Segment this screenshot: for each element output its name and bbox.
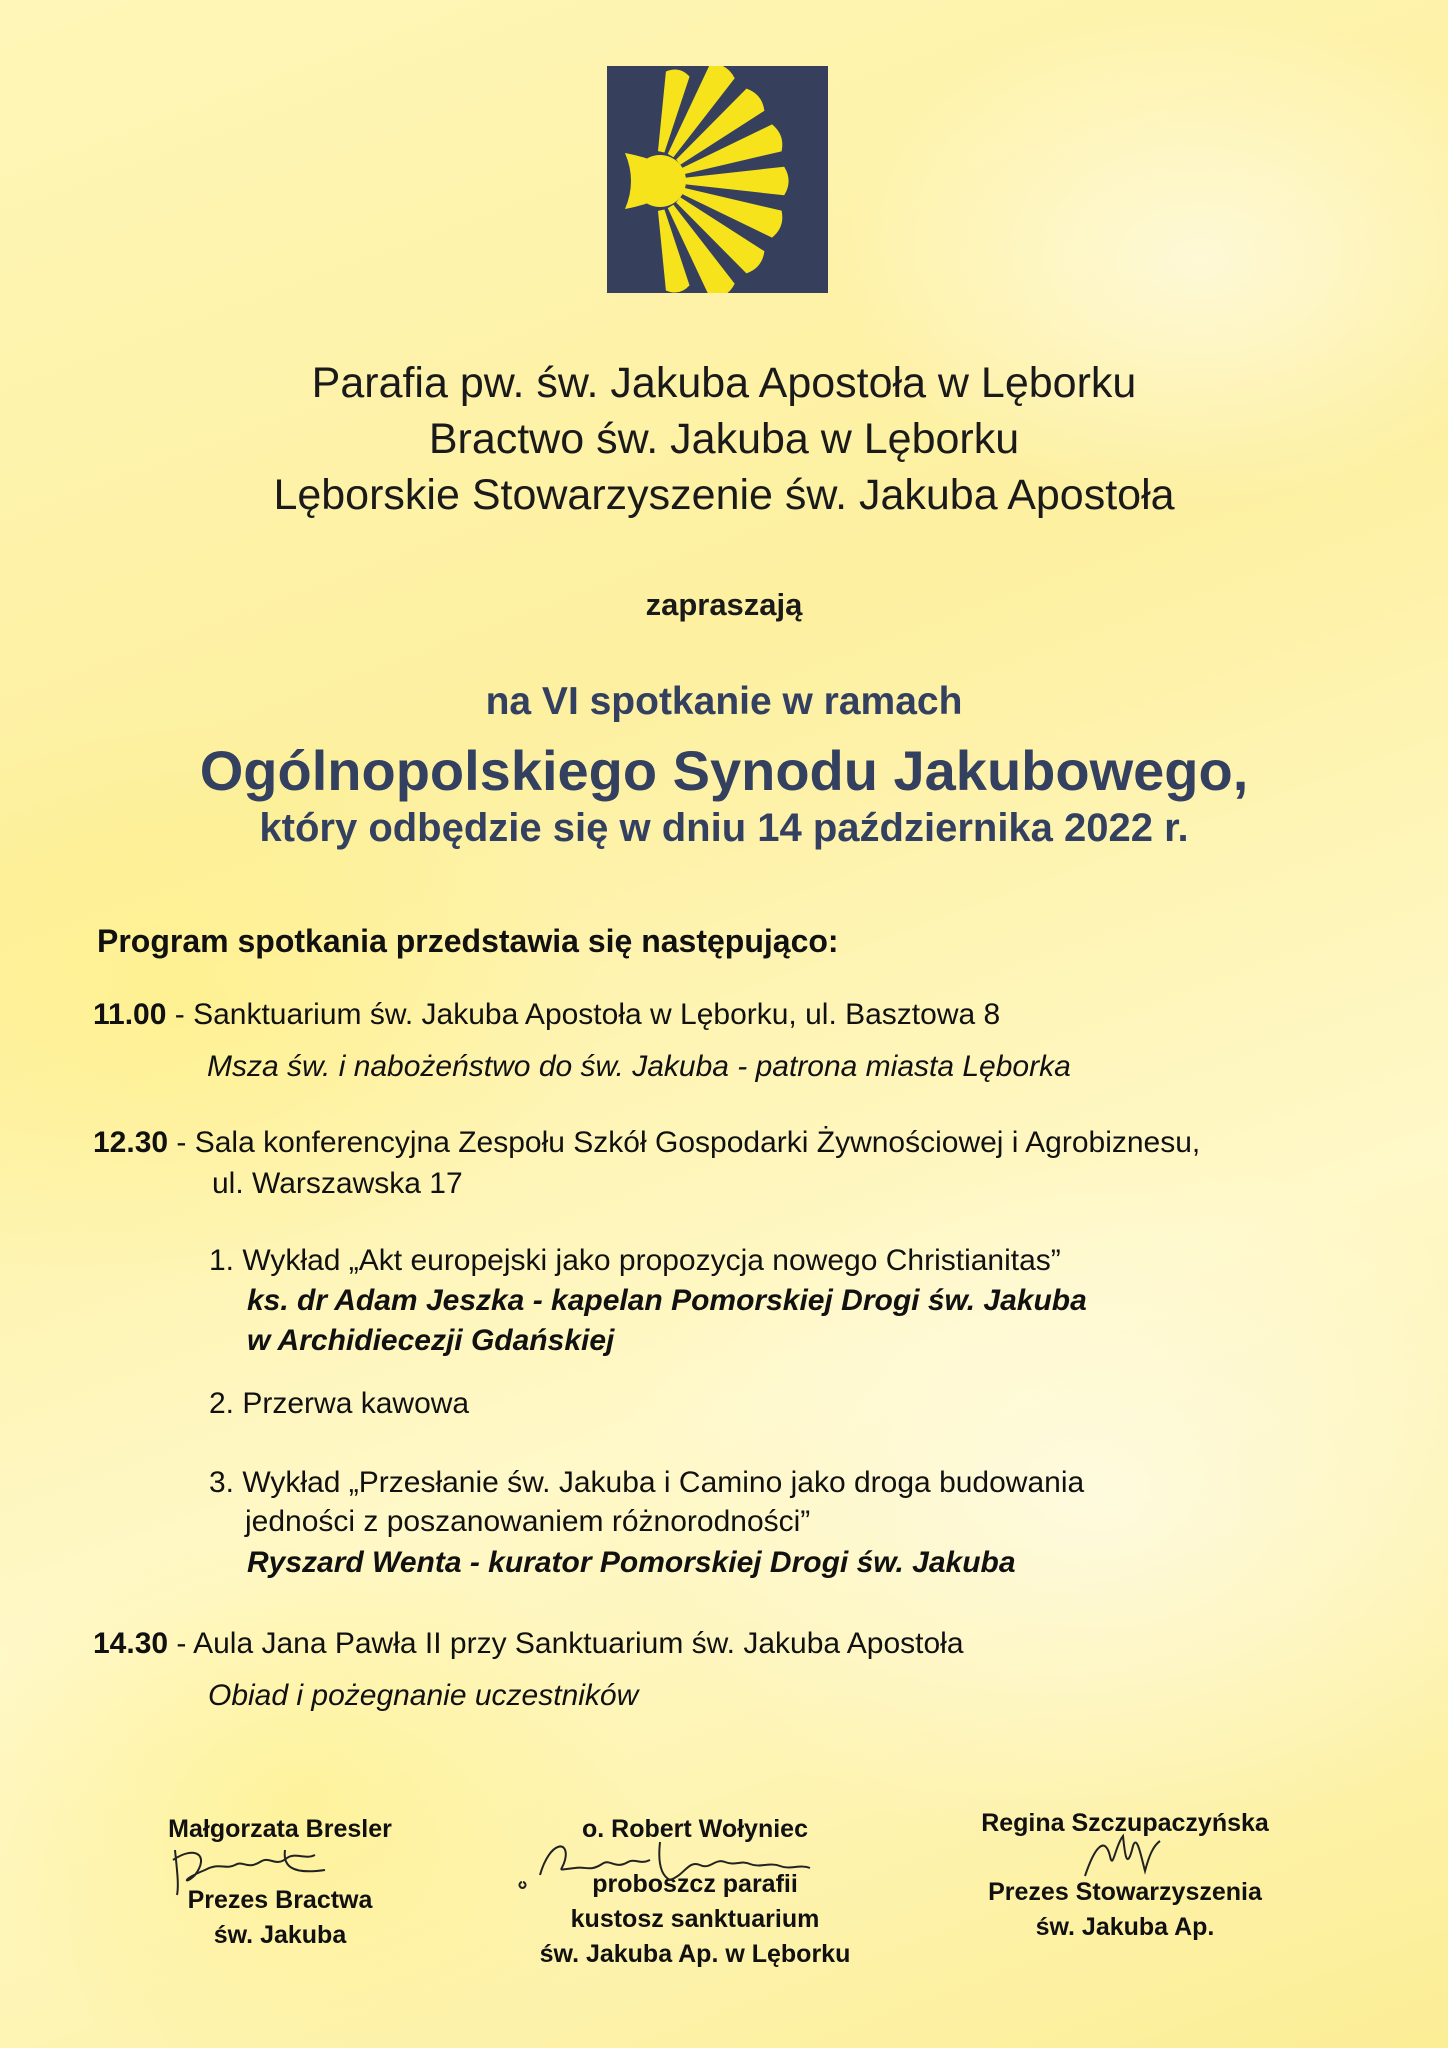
signature-middle <box>505 1812 885 1972</box>
desc-1100: Msza św. i nabożeństwo do św. Jakuba - patrona miasta Lęborka <box>207 1050 1071 1083</box>
program-item-2 <box>93 1126 1200 1160</box>
signer-role: św. Jakuba Ap. <box>1035 1913 1215 1941</box>
place-1230: - Sala konferencyjna Zespołu Szkół Gospodarki Żywnościowej i Agrobiznesu, <box>168 1126 1201 1159</box>
invite-text: zapraszają <box>645 587 803 622</box>
program-item-1 <box>93 998 1000 1032</box>
lecture-1: 1. Wykład „Akt europejski jako propozycja nowego Christianitas” <box>209 1244 1061 1277</box>
organizer-brotherhood: Bractwo św. Jakuba w Lęborku <box>428 415 1020 463</box>
program-heading: Program spotkania przedstawia się następująco: <box>97 923 839 959</box>
signer-role: kustosz sanktuarium <box>570 1905 820 1933</box>
place-1230-line2: ul. Warszawska 17 <box>212 1167 463 1200</box>
lecture-1-speaker-line2: w Archidiecezji Gdańskiej <box>247 1324 615 1357</box>
handwritten-signature <box>165 1840 355 1900</box>
time-1230: 12.30 <box>93 1126 169 1159</box>
scallop-shell-logo <box>607 66 828 293</box>
signature-right <box>935 1806 1315 1945</box>
handwritten-signature <box>510 1830 850 1895</box>
time-1100: 11.00 <box>93 998 167 1031</box>
event-date: który odbędzie się w dniu 14 października 2022 r. <box>259 806 1189 850</box>
handwritten-signature <box>1075 1826 1165 1886</box>
signer-role: św. Jakuba Ap. w Lęborku <box>539 1940 851 1968</box>
signature-left <box>130 1812 430 1953</box>
signer-name: Regina Szczupaczyńska <box>981 1809 1269 1837</box>
signer-role: Prezes Stowarzyszenia <box>988 1878 1262 1906</box>
signer-name: Małgorzata Bresler <box>168 1815 392 1843</box>
signer-role: Prezes Bractwa <box>187 1886 373 1914</box>
organizers <box>0 355 1448 523</box>
shell-center <box>634 155 686 207</box>
time-1430: 14.30 <box>93 1627 169 1660</box>
signer-name: o. Robert Wołyniec <box>582 1815 808 1843</box>
event-title: Ogólnopolskiego Synodu Jakubowego, <box>199 739 1249 802</box>
place-1100: - Sanktuarium św. Jakuba Apostoła w Lęborku, ul. Basztowa 8 <box>166 998 1001 1031</box>
lecture-2-speaker: Ryszard Wenta - kurator Pomorskiej Drogi św. Jakuba <box>247 1546 1016 1579</box>
signer-role: św. Jakuba <box>213 1921 347 1949</box>
organizer-parish: Parafia pw. św. Jakuba Apostoła w Lęborku <box>311 359 1137 407</box>
desc-1430: Obiad i pożegnanie uczestników <box>208 1679 639 1712</box>
lecture-1-speaker: ks. dr Adam Jeszka - kapelan Pomorskiej Drogi św. Jakuba <box>247 1284 1087 1317</box>
signer-role: proboszcz parafii <box>592 1870 798 1898</box>
organizer-association: Lęborskie Stowarzyszenie św. Jakuba Apostoła <box>273 471 1175 519</box>
event-line-1: na VI spotkanie w ramach <box>485 680 963 723</box>
program-item-3 <box>93 1627 964 1661</box>
coffee-break: 2. Przerwa kawowa <box>209 1387 470 1420</box>
lecture-2: 3. Wykład „Przesłanie św. Jakuba i Camino jako droga budowania <box>209 1466 1085 1499</box>
place-1430: - Aula Jana Pawła II przy Sanktuarium św. Jakuba Apostoła <box>168 1627 964 1660</box>
lecture-2-line2: jedności z poszanowaniem różnorodności” <box>245 1505 811 1538</box>
